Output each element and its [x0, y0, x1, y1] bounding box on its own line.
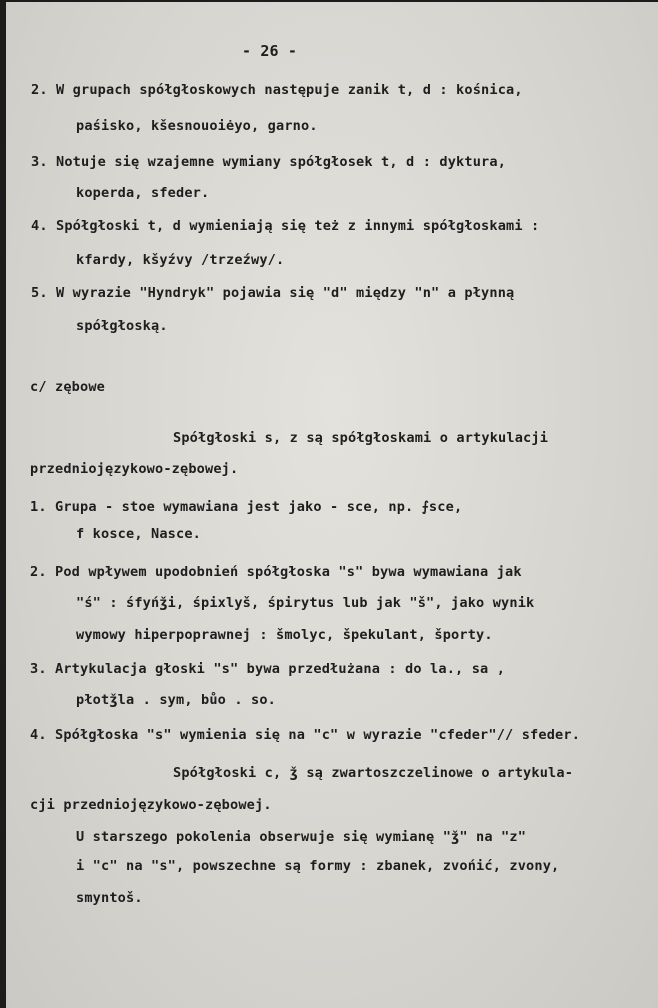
- text-line: 3. Artykulacja głoski "s" bywa przedłużana : do la., sa ,: [30, 661, 506, 677]
- text-line: i "c" na "s", powszechne są formy : zbanek, zvońić, zvony,: [76, 858, 560, 874]
- text-line: 5. W wyrazie "Hyndryk" pojawia się "d" między "n" a płynną: [31, 285, 515, 301]
- text-line: wymowy hiperpoprawnej : šmolyc, špekulant, športy.: [76, 627, 493, 643]
- text-line: 4. Spółgłoska "s" wymienia się na "c" w wyrazie "cfeder"// sfeder.: [30, 727, 581, 743]
- text-line: U starszego pokolenia obserwuje się wymianę "ǯ" na "z": [76, 829, 527, 845]
- text-line: smyntoš.: [76, 890, 143, 906]
- text-line: 3. Notuje się wzajemne wymiany spółgłosek t, d : dyktura,: [31, 154, 507, 170]
- text-line: paśisko, kšesnouoiėyo, garno.: [76, 118, 318, 134]
- text-line: "ś" : śfyńǯi, śpixlyš, śpirytus lub jak "š", jako wynik: [76, 595, 535, 611]
- page-number: - 26 -: [242, 42, 298, 60]
- text-line: 2. Pod wpływem upodobnień spółgłoska "s" bywa wymawiana jak: [30, 564, 522, 580]
- text-line: Spółgłoski s, z są spółgłoskami o artykulacji: [173, 430, 549, 446]
- text-line: cji przedniojęzykowo-zębowej.: [30, 797, 272, 813]
- text-line: płotǯla . sym, bůo . so.: [76, 692, 277, 708]
- text-line: 4. Spółgłoski t, d wymieniają się też z innymi spółgłoskami :: [31, 218, 540, 234]
- text-line: kfardy, kšyźvy /trzeźwy/.: [76, 252, 285, 268]
- text-line: spółgłoską.: [76, 318, 168, 334]
- text-line: Spółgłoski c, ǯ są zwartoszczelinowe o artykula-: [173, 765, 574, 781]
- text-line: 2. W grupach spółgłoskowych następuje zanik t, d : kośnica,: [31, 82, 523, 98]
- text-line: 1. Grupa - stoe wymawiana jest jako - sce, np. ⨍sce,: [30, 499, 463, 515]
- document-page: [6, 2, 658, 1008]
- section-heading: c/ zębowe: [30, 379, 106, 395]
- text-line: przedniojęzykowo-zębowej.: [30, 461, 239, 477]
- text-line: koperda, sfeder.: [76, 185, 210, 201]
- text-line: f kosce, Nasce.: [76, 526, 202, 542]
